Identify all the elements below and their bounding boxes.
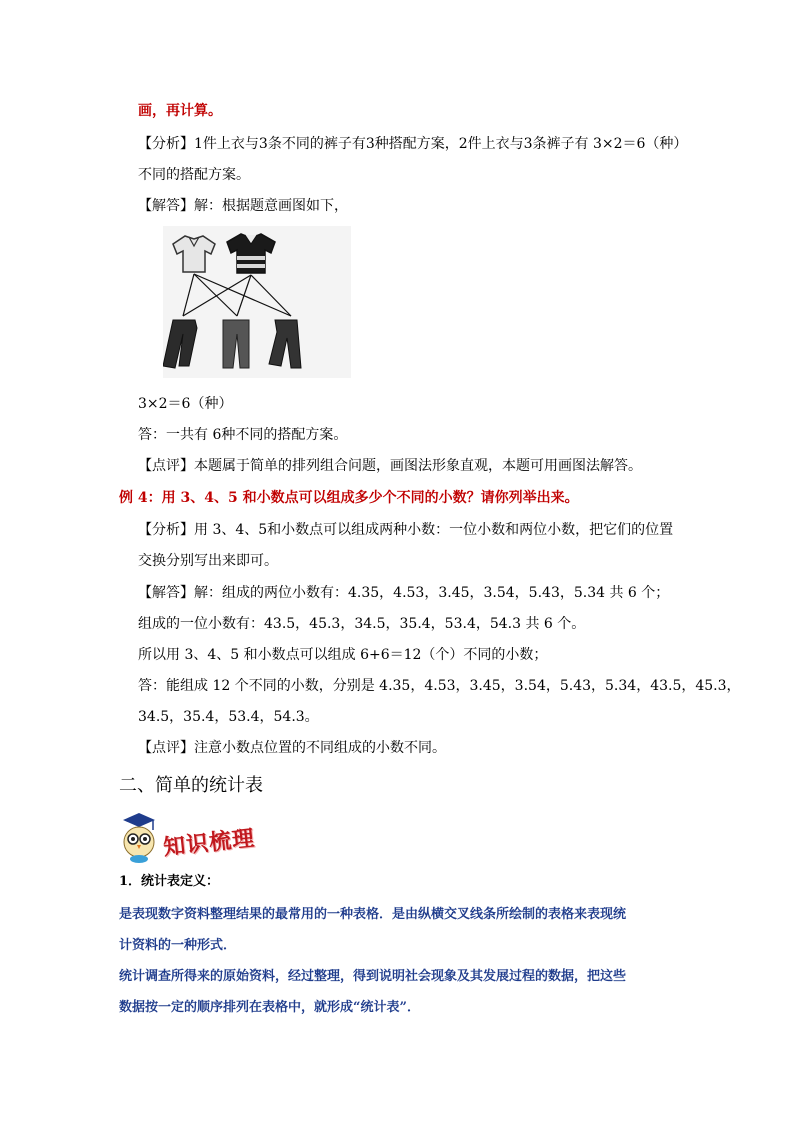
answer-4-line-4: 答：能组成 12 个不同的小数，分别是 4.35，4.53，3.45，3.54，5.43，5.34，43.5，45.3， — [138, 678, 741, 694]
knowledge-badge — [117, 812, 257, 864]
definition-line-3: 统计调查所得来的原始资料，经过整理，得到说明社会现象及其发展过程的数据，把这些 — [119, 969, 627, 984]
answer-text: 解：根据题意画图如下， — [194, 198, 348, 214]
example-4-question: 例 4：用 3、4、5 和小数点可以组成多少个不同的小数？请你列举出来。 — [119, 490, 579, 506]
comment-4-tag: 【点评】 — [138, 740, 194, 756]
clothing-matching-figure — [163, 226, 351, 378]
analysis-line-1: 【分析】1件上衣与3条不同的裤子有3种搭配方案，2件上衣与3条裤子有 3×2＝6（种） — [138, 136, 688, 152]
analysis-4-text: 用 3、4、5和小数点可以组成两种小数：一位小数和两位小数，把它们的位置 — [194, 522, 674, 538]
answer-tag: 【解答】 — [138, 198, 194, 214]
answer-4-line-5: 34.5，35.4，53.4，54.3。 — [138, 709, 319, 725]
comment-4-text: 注意小数点位置的不同组成的小数不同。 — [194, 740, 446, 756]
continued-text: 画，再计算。 — [138, 103, 222, 119]
comment-4-line — [138, 738, 446, 758]
definition-title: 1．统计表定义： — [119, 874, 220, 889]
calculation: 3×2＝6（种） — [138, 396, 233, 412]
answer-4-line-3: 所以用 3、4、5 和小数点可以组成 6+6＝12（个）不同的小数； — [138, 647, 548, 663]
analysis-4-line-1 — [138, 520, 673, 540]
section-heading: 二、简单的统计表 — [119, 775, 263, 796]
answer-4-line-2: 组成的一位小数有：43.5，45.3，34.5，35.4，53.4，54.3 共 6 个。 — [138, 616, 586, 632]
analysis-4-line-2: 交换分别写出来即可。 — [138, 553, 278, 569]
comment-text: 本题属于简单的排列组合问题，画图法形象直观，本题可用画图法解答。 — [194, 458, 642, 474]
definition-line-1: 是表现数字资料整理结果的最常用的一种表格．是由纵横交叉线条所绘制的表格来表现统 — [119, 907, 627, 922]
answer-4-line-1 — [138, 583, 669, 603]
comment-line — [138, 456, 642, 476]
definition-line-4: 数据按一定的顺序排列在表格中，就形成“统计表”． — [119, 1000, 420, 1015]
answer-4-text: 解：组成的两位小数有：4.35，4.53，3.45，3.54，5.43，5.34 共 6 个； — [194, 585, 670, 601]
owl-scholar-icon — [117, 812, 161, 864]
analysis-4-tag: 【分析】 — [138, 522, 194, 538]
definition-line-2: 计资料的一种形式． — [119, 938, 237, 953]
answer-4-tag: 【解答】 — [138, 585, 194, 601]
analysis-line-2: 不同的搭配方案。 — [138, 167, 250, 183]
comment-tag: 【点评】 — [138, 458, 194, 474]
answer-intro — [138, 196, 348, 216]
badge-title: 知识梳理 — [162, 826, 257, 861]
answer-line: 答：一共有 6种不同的搭配方案。 — [138, 427, 348, 443]
